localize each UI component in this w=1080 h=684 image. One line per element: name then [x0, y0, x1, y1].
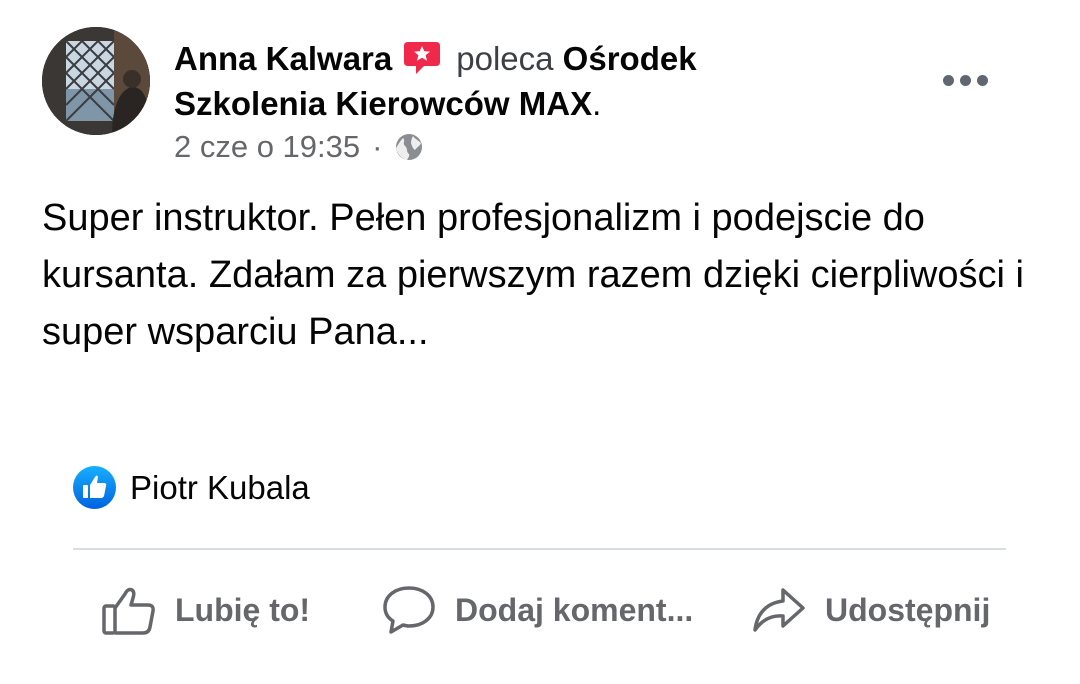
- more-horizontal-icon: [943, 75, 954, 86]
- action-bar: [0, 575, 1080, 645]
- like-button[interactable]: [101, 575, 310, 645]
- reactor-name: Piotr Kubala: [130, 468, 310, 506]
- globe-icon: [394, 132, 424, 162]
- post-body: Super instruktor. Pełen profesjonalizm i podejscie do kursanta. Zdałam za pierwszym razem dzięki cierpliwości i super wsparciu Pana...: [42, 197, 1024, 353]
- post-timestamp[interactable]: 2 cze o 19:35: [174, 129, 361, 164]
- author-avatar[interactable]: [42, 27, 150, 135]
- post-meta: [174, 129, 424, 165]
- comment-button[interactable]: [381, 575, 693, 645]
- comment-label: Dodaj koment...: [455, 591, 694, 628]
- more-horizontal-icon: [960, 75, 971, 86]
- like-label: Lubię to!: [175, 591, 311, 628]
- share-label: Udostępnij: [825, 591, 991, 628]
- like-badge-icon: [73, 466, 116, 509]
- thumbs-up-icon: [101, 584, 157, 636]
- recommend-verb: poleca: [456, 40, 554, 77]
- page-name-period: .: [592, 85, 602, 122]
- share-button[interactable]: [751, 575, 990, 645]
- more-horizontal-icon: [977, 75, 988, 86]
- page-name-line2[interactable]: Szkolenia Kierowców MAX: [174, 85, 593, 122]
- post-header: [174, 36, 814, 126]
- more-options-button[interactable]: [935, 62, 995, 98]
- meta-separator: ·: [372, 129, 383, 164]
- author-name[interactable]: Anna Kalwara: [174, 40, 393, 77]
- comment-bubble-icon: [381, 584, 437, 636]
- avatar-photo: [42, 27, 150, 135]
- page-name-line1[interactable]: Ośrodek: [562, 40, 697, 77]
- recommend-star-icon: [402, 40, 442, 76]
- actions-divider: [73, 548, 1006, 550]
- share-arrow-icon: [751, 584, 807, 636]
- reactions-summary[interactable]: [73, 466, 310, 509]
